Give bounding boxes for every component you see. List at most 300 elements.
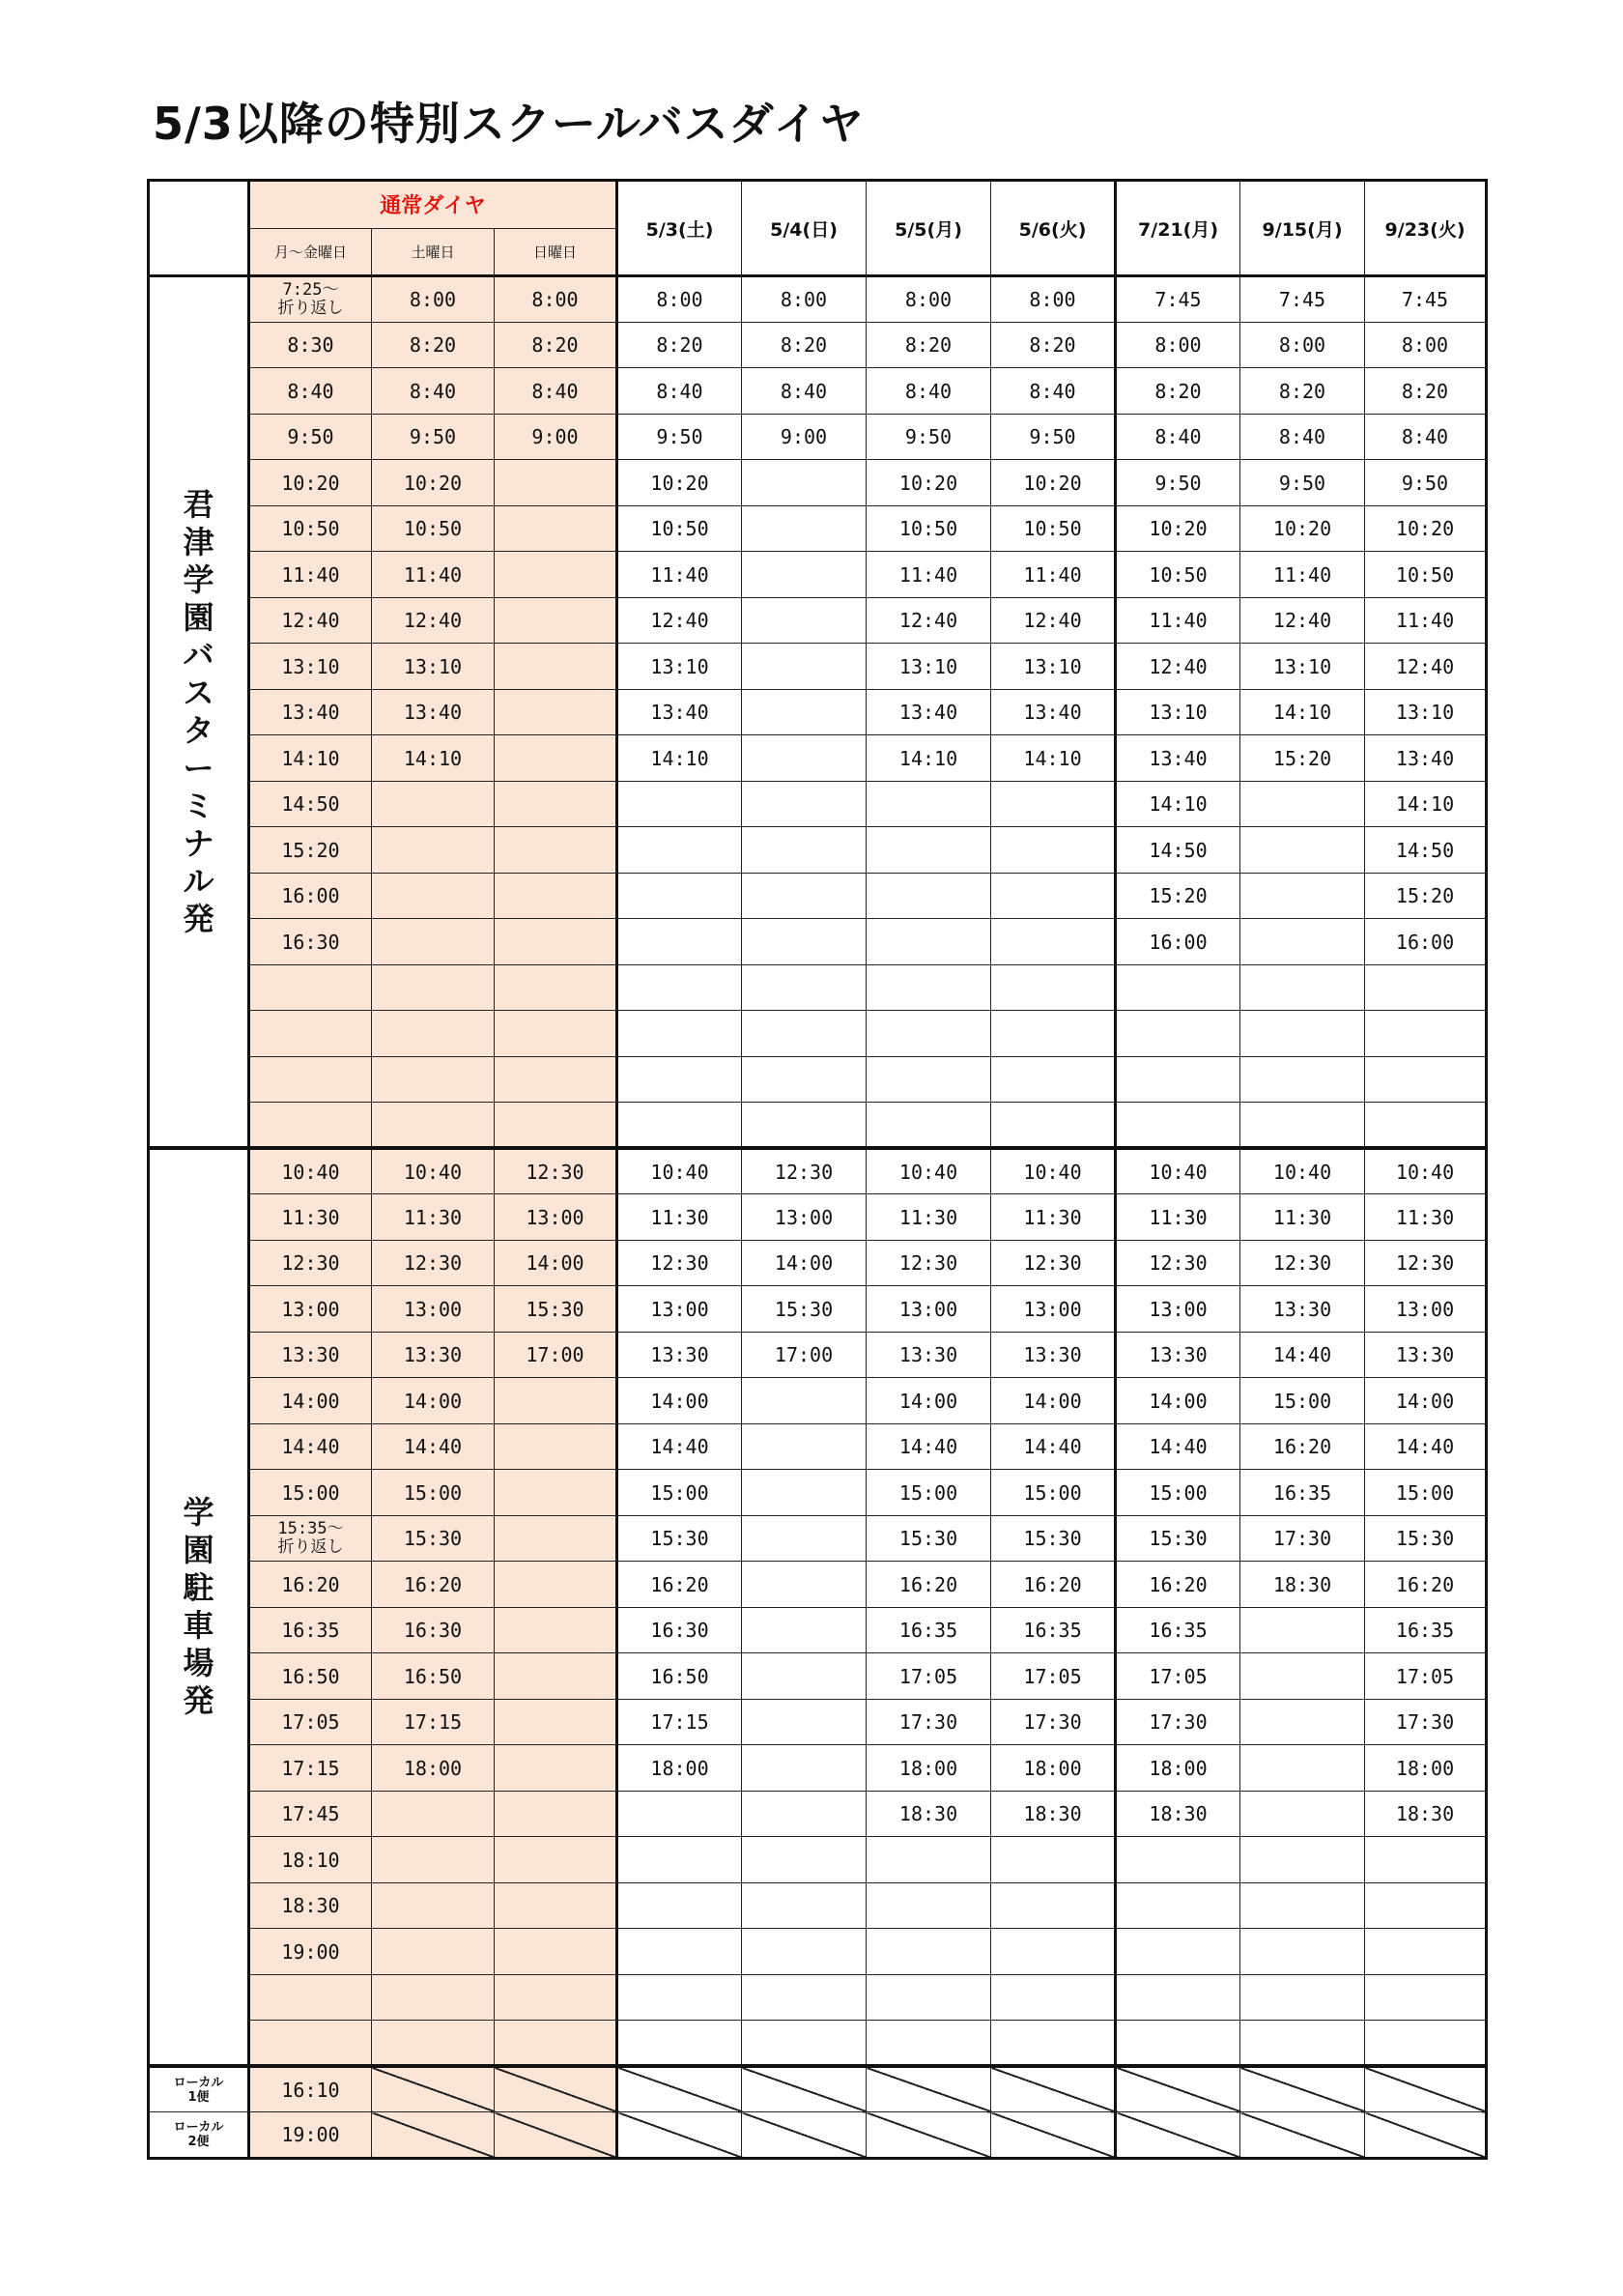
time-cell: 14:00 — [991, 1378, 1116, 1424]
time-cell: 16:35 — [1240, 1470, 1365, 1516]
time-cell: 10:50 — [1365, 552, 1487, 598]
time-cell: 15:30 — [742, 1286, 867, 1333]
time-cell: 8:00 — [1116, 322, 1240, 368]
time-cell: 10:50 — [249, 505, 372, 552]
time-cell: 10:40 — [1116, 1148, 1240, 1194]
time-cell — [1365, 1837, 1487, 1883]
time-cell: 8:40 — [617, 368, 742, 415]
time-cell — [742, 1653, 867, 1700]
time-cell: 11:30 — [617, 1194, 742, 1241]
time-cell: 13:00 — [867, 1286, 991, 1333]
time-cell: 16:35 — [1116, 1607, 1240, 1653]
time-cell — [249, 1974, 372, 2021]
time-cell: 14:40 — [867, 1423, 991, 1470]
time-cell: 16:35 — [249, 1607, 372, 1653]
time-cell — [742, 1103, 867, 1149]
time-cell: 16:20 — [617, 1562, 742, 1608]
time-cell: 8:00 — [867, 276, 991, 323]
time-cell — [1240, 1837, 1365, 1883]
time-cell: 13:40 — [991, 689, 1116, 735]
time-cell — [372, 1882, 495, 1929]
time-cell: 9:00 — [495, 414, 617, 460]
time-cell — [495, 1011, 617, 1057]
time-cell: 8:20 — [867, 322, 991, 368]
time-cell: 9:50 — [617, 414, 742, 460]
table-row — [149, 1653, 1487, 1700]
time-cell: 14:10 — [372, 735, 495, 782]
time-cell — [742, 644, 867, 690]
not-applicable-cell — [1116, 2112, 1240, 2159]
table-row — [149, 276, 1487, 323]
time-cell: 8:20 — [617, 322, 742, 368]
table-row — [149, 1194, 1487, 1241]
time-cell: 15:30 — [617, 1515, 742, 1562]
time-cell: 16:20 — [372, 1562, 495, 1608]
table-row — [149, 964, 1487, 1011]
time-cell: 17:15 — [617, 1699, 742, 1745]
time-cell: 10:20 — [249, 460, 372, 506]
table-row — [149, 919, 1487, 965]
time-cell — [991, 1837, 1116, 1883]
time-cell: 17:15 — [249, 1745, 372, 1792]
time-cell: 18:00 — [991, 1745, 1116, 1792]
date-header: 9/15(月) — [1240, 181, 1365, 276]
time-cell: 11:40 — [1116, 597, 1240, 644]
time-cell — [1240, 964, 1365, 1011]
time-cell: 15:00 — [991, 1470, 1116, 1516]
time-cell: 16:00 — [249, 873, 372, 919]
time-cell — [991, 1882, 1116, 1929]
time-cell — [617, 1837, 742, 1883]
time-cell: 14:00 — [249, 1378, 372, 1424]
table-row — [149, 368, 1487, 415]
time-cell — [1240, 1974, 1365, 2021]
time-cell — [495, 1837, 617, 1883]
time-cell — [991, 1056, 1116, 1103]
time-cell: 15:20 — [1240, 735, 1365, 782]
time-cell: 16:30 — [617, 1607, 742, 1653]
time-cell — [495, 1470, 617, 1516]
time-cell: 12:40 — [991, 597, 1116, 644]
time-cell: 10:50 — [991, 505, 1116, 552]
time-cell: 12:30 — [617, 1240, 742, 1286]
time-cell: 13:00 — [249, 1286, 372, 1333]
time-cell: 17:30 — [1240, 1515, 1365, 1562]
time-cell: 10:20 — [617, 460, 742, 506]
not-applicable-cell — [867, 2066, 991, 2112]
time-cell: 12:40 — [617, 597, 742, 644]
time-cell: 13:30 — [1240, 1286, 1365, 1333]
time-cell — [495, 1974, 617, 2021]
time-cell: 12:40 — [249, 597, 372, 644]
time-cell: 8:20 — [372, 322, 495, 368]
time-cell: 13:30 — [1365, 1332, 1487, 1378]
time-cell: 14:00 — [617, 1378, 742, 1424]
time-cell: 13:40 — [617, 689, 742, 735]
time-cell — [742, 1745, 867, 1792]
time-cell — [1240, 2021, 1365, 2067]
time-cell: 13:10 — [372, 644, 495, 690]
local-row — [149, 2066, 1487, 2112]
time-cell: 10:20 — [1116, 505, 1240, 552]
date-header: 5/5(月) — [867, 181, 991, 276]
time-cell — [617, 2021, 742, 2067]
time-cell: 8:30 — [249, 322, 372, 368]
time-cell: 17:05 — [991, 1653, 1116, 1700]
time-cell — [495, 1791, 617, 1837]
not-applicable-cell — [1365, 2066, 1487, 2112]
time-cell — [991, 1011, 1116, 1057]
table-row — [149, 1515, 1487, 1562]
time-cell — [742, 1515, 867, 1562]
time-cell: 8:20 — [742, 322, 867, 368]
time-cell — [742, 735, 867, 782]
time-cell: 10:50 — [867, 505, 991, 552]
time-cell: 18:00 — [867, 1745, 991, 1792]
table-row — [149, 644, 1487, 690]
table-row — [149, 460, 1487, 506]
time-cell: 14:00 — [1365, 1378, 1487, 1424]
table-row — [149, 1882, 1487, 1929]
time-cell: 8:40 — [372, 368, 495, 415]
time-cell — [1116, 964, 1240, 1011]
time-cell: 16:20 — [249, 1562, 372, 1608]
table-row — [149, 1011, 1487, 1057]
corner-cell — [149, 181, 249, 276]
time-cell: 18:00 — [1365, 1745, 1487, 1792]
time-cell: 15:30 — [372, 1515, 495, 1562]
time-cell — [495, 689, 617, 735]
time-cell: 15:00 — [1116, 1470, 1240, 1516]
saturday-subheader: 土曜日 — [372, 228, 495, 276]
time-cell — [617, 964, 742, 1011]
table-row — [149, 322, 1487, 368]
time-cell: 13:40 — [867, 689, 991, 735]
time-cell: 8:40 — [742, 368, 867, 415]
time-cell: 13:10 — [617, 644, 742, 690]
time-cell: 18:10 — [249, 1837, 372, 1883]
time-cell: 12:30 — [1240, 1240, 1365, 1286]
weekday-subheader: 月～金曜日 — [249, 228, 372, 276]
time-cell: 14:40 — [1240, 1332, 1365, 1378]
time-cell — [1240, 1056, 1365, 1103]
time-cell: 13:00 — [742, 1194, 867, 1241]
time-cell: 10:20 — [867, 460, 991, 506]
time-cell: 16:50 — [249, 1653, 372, 1700]
table-row — [149, 1423, 1487, 1470]
time-cell: 12:40 — [867, 597, 991, 644]
time-cell — [1365, 2021, 1487, 2067]
time-cell — [1240, 781, 1365, 827]
table-row — [149, 1562, 1487, 1608]
time-cell: 9:00 — [742, 414, 867, 460]
time-cell: 8:00 — [742, 276, 867, 323]
not-applicable-cell — [1365, 2112, 1487, 2159]
time-cell: 13:10 — [1240, 644, 1365, 690]
time-cell — [991, 873, 1116, 919]
time-cell: 13:30 — [991, 1332, 1116, 1378]
sunday-subheader: 日曜日 — [495, 228, 617, 276]
time-cell — [742, 781, 867, 827]
time-cell — [495, 735, 617, 782]
time-cell — [742, 689, 867, 735]
time-cell: 13:40 — [249, 689, 372, 735]
time-cell — [495, 505, 617, 552]
local-label: ローカル 1便 — [149, 2066, 249, 2112]
time-cell: 13:00 — [372, 1286, 495, 1333]
time-cell — [742, 1378, 867, 1424]
time-cell — [991, 2021, 1116, 2067]
time-cell — [1365, 1011, 1487, 1057]
time-cell — [1240, 1929, 1365, 1975]
time-cell — [742, 2021, 867, 2067]
not-applicable-cell — [991, 2066, 1116, 2112]
time-cell — [1116, 1929, 1240, 1975]
time-cell — [1365, 964, 1487, 1011]
time-cell: 15:00 — [617, 1470, 742, 1516]
time-cell: 8:20 — [1116, 368, 1240, 415]
time-cell — [742, 1974, 867, 2021]
time-cell — [495, 597, 617, 644]
time-cell — [742, 919, 867, 965]
time-cell — [991, 781, 1116, 827]
time-cell — [495, 1882, 617, 1929]
time-cell — [495, 2021, 617, 2067]
not-applicable-cell — [742, 2112, 867, 2159]
time-cell: 15:30 — [867, 1515, 991, 1562]
time-cell: 11:40 — [372, 552, 495, 598]
table-row — [149, 1929, 1487, 1975]
time-cell — [742, 1791, 867, 1837]
table-row — [149, 1378, 1487, 1424]
table-row — [149, 1103, 1487, 1149]
time-cell: 15:00 — [1365, 1470, 1487, 1516]
time-cell — [867, 1837, 991, 1883]
time-cell: 10:40 — [372, 1148, 495, 1194]
time-cell: 10:50 — [1116, 552, 1240, 598]
time-cell: 14:50 — [1116, 827, 1240, 874]
time-cell: 11:40 — [1365, 597, 1487, 644]
table-row — [149, 781, 1487, 827]
time-cell: 18:30 — [1240, 1562, 1365, 1608]
time-cell: 17:00 — [495, 1332, 617, 1378]
time-cell — [1240, 1699, 1365, 1745]
time-cell: 14:00 — [742, 1240, 867, 1286]
time-cell: 15:30 — [1365, 1515, 1487, 1562]
time-cell — [495, 1607, 617, 1653]
time-cell: 14:10 — [249, 735, 372, 782]
table-row — [149, 2021, 1487, 2067]
time-cell — [372, 2021, 495, 2067]
not-applicable-cell — [495, 2112, 617, 2159]
time-cell — [1240, 1745, 1365, 1792]
time-cell — [1116, 1103, 1240, 1149]
time-cell — [1240, 1653, 1365, 1700]
time-cell — [742, 1607, 867, 1653]
time-cell — [1365, 1056, 1487, 1103]
table-row — [149, 1286, 1487, 1333]
time-cell — [495, 919, 617, 965]
local-time-cell: 19:00 — [249, 2112, 372, 2159]
time-cell: 14:00 — [495, 1240, 617, 1286]
time-cell: 12:30 — [1116, 1240, 1240, 1286]
time-cell — [617, 1056, 742, 1103]
table-row — [149, 597, 1487, 644]
time-cell: 15:20 — [249, 827, 372, 874]
time-cell: 14:40 — [991, 1423, 1116, 1470]
time-cell — [867, 827, 991, 874]
time-cell: 9:50 — [249, 414, 372, 460]
time-cell: 17:05 — [867, 1653, 991, 1700]
time-cell: 18:30 — [249, 1882, 372, 1929]
table-row — [149, 1470, 1487, 1516]
time-cell — [1116, 1882, 1240, 1929]
time-cell: 10:40 — [1365, 1148, 1487, 1194]
time-cell: 12:30 — [742, 1148, 867, 1194]
time-cell — [495, 1929, 617, 1975]
time-cell: 10:40 — [867, 1148, 991, 1194]
time-cell: 13:10 — [867, 644, 991, 690]
time-cell: 9:50 — [1240, 460, 1365, 506]
date-header: 5/3(土) — [617, 181, 742, 276]
time-cell — [617, 1882, 742, 1929]
time-cell — [495, 1745, 617, 1792]
time-cell: 10:40 — [617, 1148, 742, 1194]
time-cell: 8:00 — [1365, 322, 1487, 368]
time-cell: 15:00 — [1240, 1378, 1365, 1424]
time-cell: 8:20 — [1365, 368, 1487, 415]
time-cell — [1365, 1103, 1487, 1149]
time-cell — [1116, 1974, 1240, 2021]
time-cell — [249, 964, 372, 1011]
time-cell: 8:40 — [495, 368, 617, 415]
time-cell: 18:30 — [1116, 1791, 1240, 1837]
time-cell — [372, 827, 495, 874]
time-cell: 11:30 — [1116, 1194, 1240, 1241]
time-cell — [991, 1103, 1116, 1149]
time-cell: 10:40 — [991, 1148, 1116, 1194]
time-cell: 12:30 — [249, 1240, 372, 1286]
time-cell: 15:30 — [991, 1515, 1116, 1562]
time-cell: 8:00 — [495, 276, 617, 323]
local-row — [149, 2112, 1487, 2159]
time-cell — [372, 1974, 495, 2021]
time-cell — [617, 1011, 742, 1057]
table-row — [149, 414, 1487, 460]
table-row — [149, 1791, 1487, 1837]
time-cell: 16:00 — [1365, 919, 1487, 965]
time-cell — [1240, 873, 1365, 919]
time-cell: 15:30 — [495, 1286, 617, 1333]
time-cell: 17:30 — [867, 1699, 991, 1745]
time-cell — [1240, 1103, 1365, 1149]
time-cell: 11:30 — [249, 1194, 372, 1241]
timetable-body — [149, 181, 1487, 2159]
time-cell: 13:00 — [1116, 1286, 1240, 1333]
time-cell: 18:30 — [1365, 1791, 1487, 1837]
time-cell — [495, 827, 617, 874]
time-cell: 17:45 — [249, 1791, 372, 1837]
time-cell: 17:15 — [372, 1699, 495, 1745]
time-cell — [1240, 1011, 1365, 1057]
time-cell — [372, 1056, 495, 1103]
table-row — [149, 552, 1487, 598]
time-cell: 18:30 — [991, 1791, 1116, 1837]
time-cell: 10:50 — [617, 505, 742, 552]
time-cell: 11:30 — [1240, 1194, 1365, 1241]
time-cell — [495, 552, 617, 598]
time-cell: 11:40 — [249, 552, 372, 598]
time-cell: 13:30 — [249, 1332, 372, 1378]
time-cell: 8:20 — [495, 322, 617, 368]
table-row — [149, 505, 1487, 552]
time-cell — [495, 1699, 617, 1745]
time-cell — [867, 1882, 991, 1929]
time-cell — [617, 827, 742, 874]
time-cell: 15:20 — [1116, 873, 1240, 919]
time-cell — [742, 1699, 867, 1745]
time-cell: 16:35 — [1365, 1607, 1487, 1653]
time-cell: 13:40 — [1116, 735, 1240, 782]
time-cell: 17:05 — [249, 1699, 372, 1745]
date-header: 7/21(月) — [1116, 181, 1240, 276]
time-cell: 18:30 — [867, 1791, 991, 1837]
time-cell — [495, 1653, 617, 1700]
group-label — [149, 1148, 249, 2066]
time-cell: 8:00 — [617, 276, 742, 323]
time-cell — [742, 964, 867, 1011]
time-cell: 14:50 — [249, 781, 372, 827]
time-cell — [617, 1103, 742, 1149]
time-cell: 8:40 — [249, 368, 372, 415]
time-cell: 14:40 — [372, 1423, 495, 1470]
time-cell: 17:30 — [991, 1699, 1116, 1745]
time-cell: 15:00 — [249, 1470, 372, 1516]
time-cell — [249, 2021, 372, 2067]
time-cell — [867, 1974, 991, 2021]
time-cell: 15:00 — [372, 1470, 495, 1516]
time-cell — [742, 1882, 867, 1929]
table-row — [149, 1837, 1487, 1883]
time-cell — [617, 873, 742, 919]
time-cell: 19:00 — [249, 1929, 372, 1975]
time-cell: 8:20 — [991, 322, 1116, 368]
time-cell — [867, 919, 991, 965]
time-cell: 16:50 — [617, 1653, 742, 1700]
table-row — [149, 1745, 1487, 1792]
time-cell: 14:40 — [617, 1423, 742, 1470]
time-cell — [742, 1423, 867, 1470]
table-row — [149, 1974, 1487, 2021]
time-cell — [617, 781, 742, 827]
time-cell — [991, 964, 1116, 1011]
time-cell: 8:40 — [867, 368, 991, 415]
time-cell: 13:30 — [372, 1332, 495, 1378]
time-cell: 8:00 — [372, 276, 495, 323]
time-cell — [1116, 1056, 1240, 1103]
time-cell — [991, 1929, 1116, 1975]
time-cell: 13:10 — [1116, 689, 1240, 735]
local-time-cell: 16:10 — [249, 2066, 372, 2112]
time-cell — [1116, 1837, 1240, 1883]
time-cell: 13:30 — [1116, 1332, 1240, 1378]
time-cell: 10:20 — [991, 460, 1116, 506]
time-cell: 11:30 — [1365, 1194, 1487, 1241]
time-cell — [1240, 1607, 1365, 1653]
time-cell — [495, 1562, 617, 1608]
time-cell: 14:00 — [867, 1378, 991, 1424]
time-cell — [991, 827, 1116, 874]
